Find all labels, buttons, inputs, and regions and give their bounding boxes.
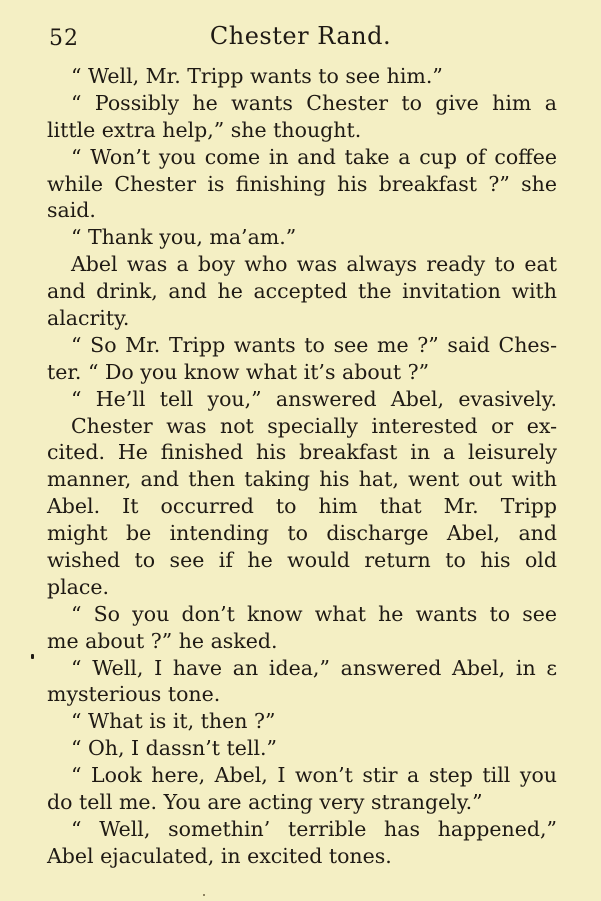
text-line: “ What is it, then ?” [71, 709, 276, 734]
text-line: alacrity. [47, 306, 130, 331]
text-line: manner, and then taking his hat, went out with [47, 467, 557, 492]
text-line: “ Thank you, ma’am.” [71, 225, 297, 250]
text-line: little extra help,” she thought. [47, 117, 362, 142]
running-title: Chester Rand. [209, 22, 392, 50]
text-line: “ Well, somethin’ terrible has happened,” [71, 816, 557, 841]
margin-mark [31, 654, 34, 659]
text-line: wished to see if he would return to his old [47, 548, 557, 573]
body-text [47, 63, 557, 870]
text-line: Chester was not specially interested or ex- [71, 413, 557, 438]
text-line: while Chester is finishing his breakfast ?” she [47, 171, 557, 196]
text-line: “ Won’t you come in and take a cup of coffee [71, 144, 557, 169]
text-line: and drink, and he accepted the invitation with [47, 279, 557, 304]
text-line: place. [47, 574, 110, 599]
text-line: “ Look here, Abel, I won’t stir a step till you [71, 763, 557, 788]
text-line: might be intending to discharge Abel, and [47, 521, 557, 546]
page-number: 52 [49, 26, 79, 51]
text-line: ter. “ Do you know what it’s about ?” [47, 359, 430, 384]
text-line: mysterious tone. [47, 682, 221, 707]
text-line: “ So you don’t know what he wants to see [71, 601, 557, 626]
text-line: “ So Mr. Tripp wants to see me ?” said Ches- [71, 332, 557, 357]
text-line: “ Well, I have an idea,” answered Abel, in ɛ [71, 655, 557, 680]
text-line: me about ?” he asked. [47, 628, 278, 653]
text-line: “ He’ll tell you,” answered Abel, evasively. [71, 386, 557, 411]
page-header [0, 22, 601, 56]
text-line: do tell me. You are acting very strangely.” [47, 790, 483, 815]
text-line: “ Oh, I dassn’t tell.” [71, 736, 277, 761]
text-line: Abel. It occurred to him that Mr. Tripp [47, 494, 557, 519]
text-line: cited. He finished his breakfast in a leisurely [47, 440, 557, 465]
text-line: Abel was a boy who was always ready to eat [71, 252, 557, 277]
text-line: “ Possibly he wants Chester to give him a [71, 90, 557, 115]
page-speck [203, 894, 205, 896]
text-line: said. [47, 198, 96, 223]
text-line: Abel ejaculated, in excited tones. [47, 843, 392, 868]
text-line: “ Well, Mr. Tripp wants to see him.” [71, 64, 443, 88]
